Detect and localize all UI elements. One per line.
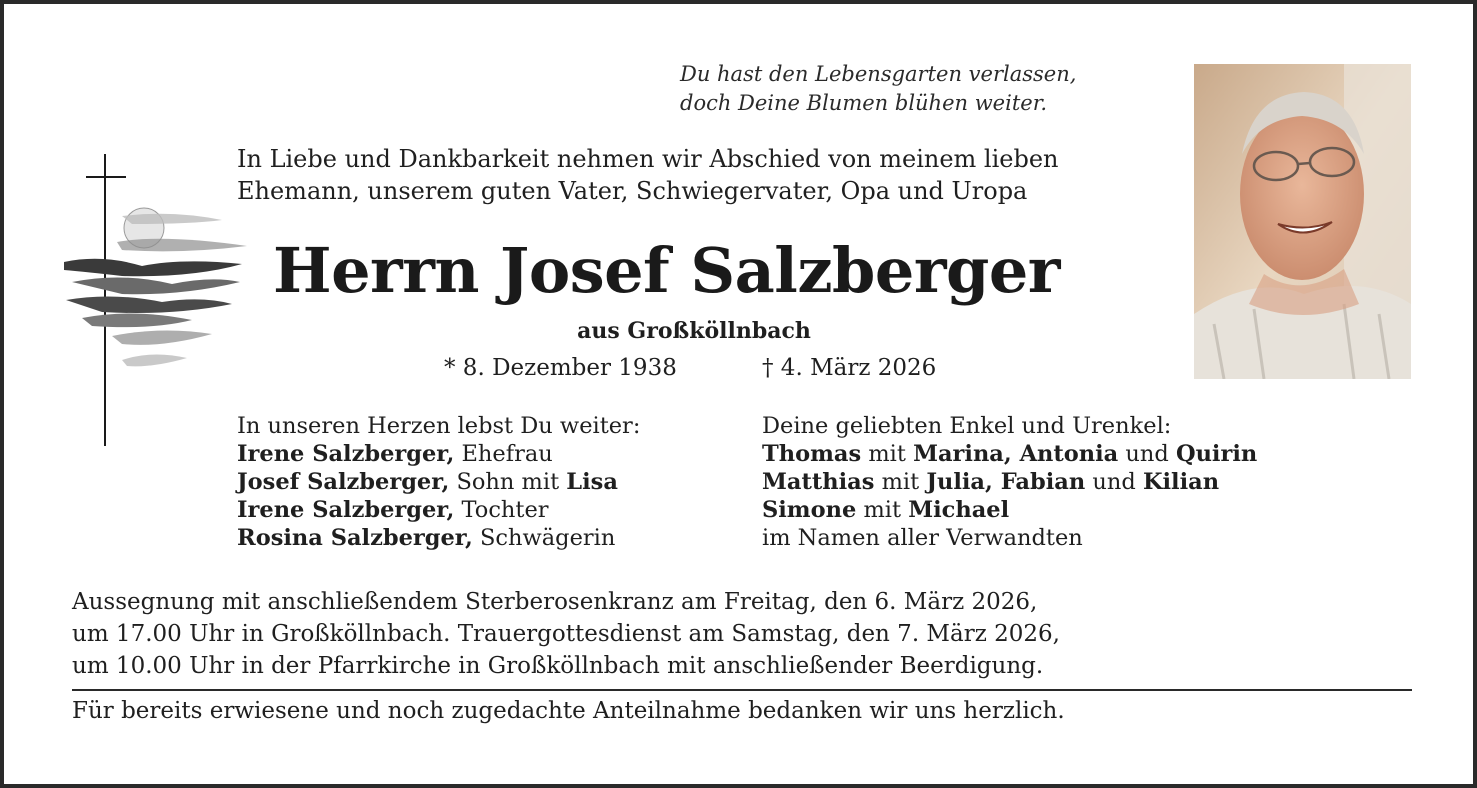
mourner-name: Marina	[913, 441, 1004, 467]
service-line: um 17.00 Uhr in Großköllnbach. Trauergottesdienst am Samstag, den 7. März 2026,	[72, 621, 1060, 647]
mourner-name: Antonia	[1019, 441, 1119, 467]
deceased-origin: aus Großköllnbach	[577, 318, 811, 344]
list-heading: In unseren Herzen lebst Du weiter:	[237, 413, 641, 439]
connector-text: mit	[856, 497, 909, 523]
service-details	[72, 586, 1060, 682]
mourners-grandchildren-list	[762, 412, 1257, 552]
mourner-relation: Tochter	[454, 497, 549, 523]
connector-text: und	[1118, 441, 1176, 467]
mourner-relation: Ehefrau	[454, 441, 553, 467]
mourner-name: Simone	[762, 497, 857, 523]
mourner-name: Julia	[926, 469, 986, 495]
mourner-name: Thomas	[762, 441, 862, 467]
cross-landscape-illustration	[62, 154, 252, 449]
list-item: im Namen aller Verwandten	[762, 525, 1083, 551]
epitaph-quote	[680, 60, 1076, 118]
list-item	[237, 468, 640, 496]
mourner-name: Quirin	[1175, 441, 1258, 467]
mourner-name: Fabian	[1000, 469, 1086, 495]
mourner-relation: Sohn mit	[449, 469, 567, 495]
service-line: um 10.00 Uhr in der Pfarrkirche in Großköllnbach mit anschließender Beerdigung.	[72, 653, 1044, 679]
connector-text: mit	[874, 469, 927, 495]
birth-date: * 8. Dezember 1938	[444, 355, 677, 381]
service-line: Aussegnung mit anschließendem Sterberosenkranz am Freitag, den 6. März 2026,	[72, 589, 1038, 615]
list-item	[237, 440, 640, 468]
list-heading: Deine geliebten Enkel und Urenkel:	[762, 413, 1172, 439]
intro-line: Ehemann, unserem guten Vater, Schwiegervater, Opa und Uropa	[237, 177, 1028, 205]
list-item	[237, 524, 640, 552]
death-date: † 4. März 2026	[762, 355, 937, 381]
mourner-partner: Lisa	[566, 469, 618, 495]
portrait-photo	[1194, 64, 1411, 379]
intro-line: In Liebe und Dankbarkeit nehmen wir Abschied von meinem lieben	[237, 145, 1059, 173]
list-item	[762, 440, 1257, 468]
quote-line: Du hast den Lebensgarten verlassen,	[680, 62, 1077, 86]
mourners-family-list	[237, 412, 640, 552]
mourner-name: Irene Salzberger,	[237, 497, 455, 523]
thanks-note: Für bereits erwiesene und noch zugedachte Anteilnahme bedanken wir uns herzlich.	[72, 698, 1065, 724]
quote-line: doch Deine Blumen blühen weiter.	[680, 91, 1048, 115]
connector-text: und	[1085, 469, 1143, 495]
mourner-name: Kilian	[1142, 469, 1220, 495]
mourner-name: Rosina Salzberger,	[237, 525, 473, 551]
mourner-name: Michael	[908, 497, 1010, 523]
list-item	[762, 496, 1257, 524]
connector-text: ,	[985, 469, 1001, 495]
connector-text: mit	[861, 441, 914, 467]
mourner-name: Irene Salzberger,	[237, 441, 455, 467]
connector-text: ,	[1003, 441, 1020, 467]
list-item	[762, 468, 1257, 496]
divider	[72, 689, 1412, 691]
mourner-name: Matthias	[762, 469, 875, 495]
list-item	[237, 496, 640, 524]
deceased-name: Herrn Josef Salzberger	[273, 234, 1060, 307]
mourner-relation: Schwägerin	[472, 525, 616, 551]
mourner-name: Josef Salzberger,	[237, 469, 450, 495]
intro-text	[237, 143, 1059, 207]
